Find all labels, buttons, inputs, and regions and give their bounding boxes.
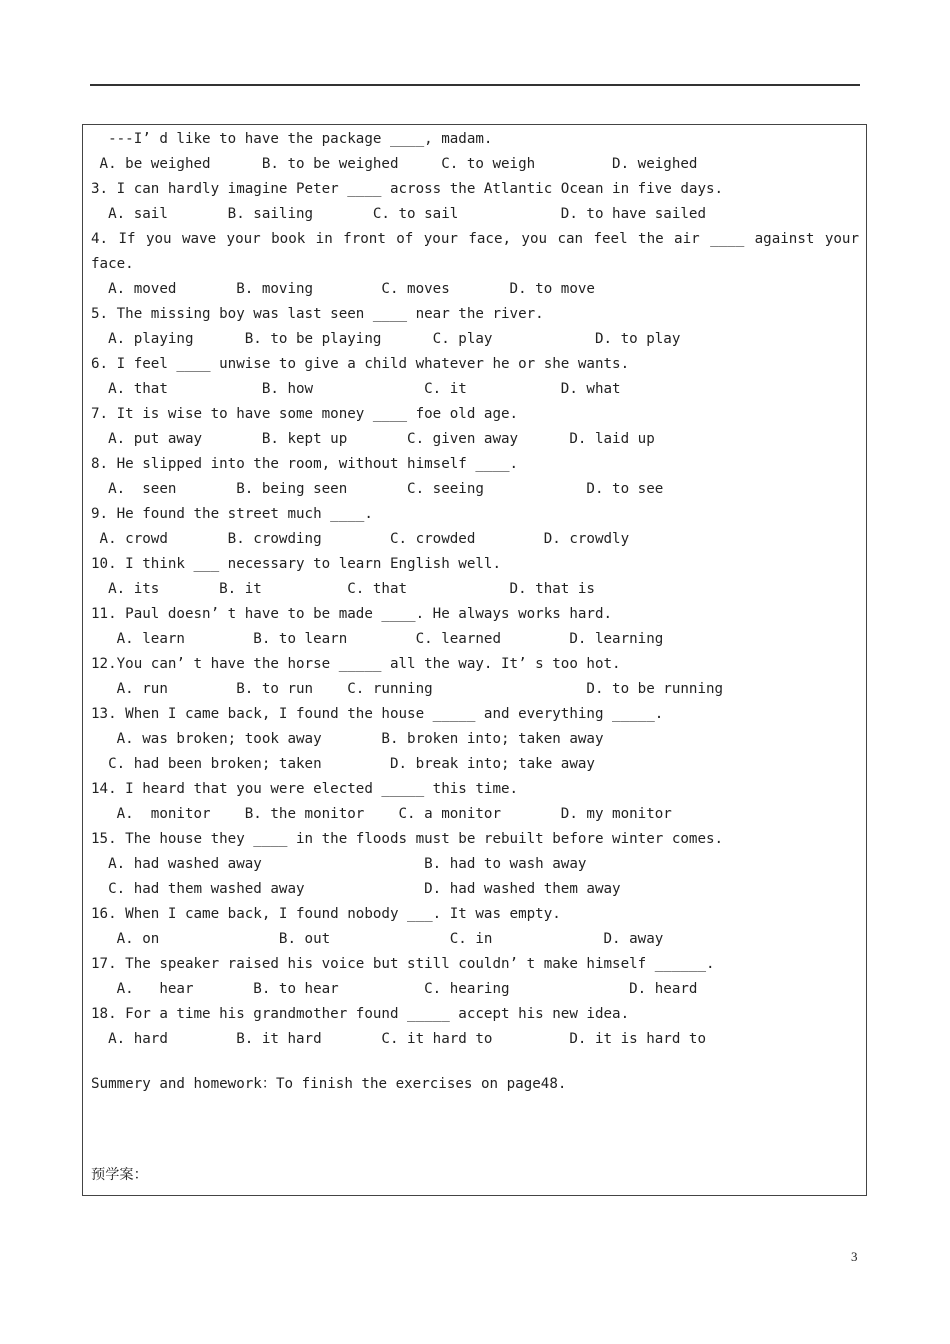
text-line: A. on B. out C. in D. away bbox=[91, 931, 664, 947]
text-line: 12.You can’ t have the horse _____ all the way. It’ s too hot. bbox=[91, 656, 621, 672]
page-number: 3 bbox=[851, 1249, 858, 1264]
text-line: ---I’ d like to have the package ____, madam. bbox=[91, 131, 493, 147]
text-line: 16. When I came back, I found nobody ___. It was empty. bbox=[91, 906, 561, 922]
text-line: 5. The missing boy was last seen ____ near the river. bbox=[91, 306, 544, 322]
text-line: 3. I can hardly imagine Peter ____ across the Atlantic Ocean in five days. bbox=[91, 181, 724, 197]
text-line: 10. I think ___ necessary to learn English well. bbox=[91, 556, 501, 572]
text-line: A. playing B. to be playing C. play D. to play bbox=[91, 331, 681, 347]
text-line: face. bbox=[91, 256, 134, 272]
text-line: A. had washed away B. had to wash away bbox=[91, 856, 587, 872]
text-line: 4. If you wave your book in front of your face, you can feel the air ____ against your bbox=[91, 231, 859, 247]
text-line: C. had them washed away D. had washed them away bbox=[91, 881, 621, 897]
text-line: C. had been broken; taken D. break into; take away bbox=[91, 756, 595, 772]
text-line: A. was broken; took away B. broken into; taken away bbox=[91, 731, 604, 747]
text-line: A. run B. to run C. running D. to be running bbox=[91, 681, 724, 697]
text-line: A. monitor B. the monitor C. a monitor D. my monitor bbox=[91, 806, 672, 822]
text-line: 17. The speaker raised his voice but still couldn’ t make himself ______. bbox=[91, 956, 715, 972]
text-line: A. moved B. moving C. moves D. to move bbox=[91, 281, 595, 297]
text-line: A. be weighed B. to be weighed C. to weigh D. weighed bbox=[91, 156, 698, 172]
text-line: A. hear B. to hear C. hearing D. heard bbox=[91, 981, 698, 997]
text-line: 18. For a time his grandmother found _____ accept his new idea. bbox=[91, 1006, 630, 1022]
text-line: A. that B. how C. it D. what bbox=[91, 381, 621, 397]
content-box bbox=[82, 124, 867, 1196]
text-line: 11. Paul doesn’ t have to be made ____. He always works hard. bbox=[91, 606, 613, 622]
text-line: A. sail B. sailing C. to sail D. to have sailed bbox=[91, 206, 706, 222]
text-line: A. crowd B. crowding C. crowded D. crowdly bbox=[91, 531, 630, 547]
text-line: 13. When I came back, I found the house _____ and everything _____. bbox=[91, 706, 664, 722]
preview-label: 预学案： bbox=[91, 1167, 148, 1183]
text-line: 15. The house they ____ in the floods must be rebuilt before winter comes. bbox=[91, 831, 724, 847]
text-line: A. its B. it C. that D. that is bbox=[91, 581, 595, 597]
text-line: 8. He slipped into the room, without himself ____. bbox=[91, 456, 519, 472]
text-line: A. learn B. to learn C. learned D. learning bbox=[91, 631, 664, 647]
text-line: 14. I heard that you were elected _____ this time. bbox=[91, 781, 519, 797]
text-line: A. hard B. it hard C. it hard to D. it is hard to bbox=[91, 1031, 706, 1047]
header-rule bbox=[90, 84, 860, 86]
text-line: 6. I feel ____ unwise to give a child whatever he or she wants. bbox=[91, 356, 630, 372]
text-line: A. seen B. being seen C. seeing D. to see bbox=[91, 481, 664, 497]
homework-line: Summery and homework：To finish the exercises on page48. bbox=[91, 1076, 567, 1092]
text-line: 9. He found the street much ____. bbox=[91, 506, 373, 522]
text-line: A. put away B. kept up C. given away D. laid up bbox=[91, 431, 655, 447]
text-line: 7. It is wise to have some money ____ foe old age. bbox=[91, 406, 519, 422]
